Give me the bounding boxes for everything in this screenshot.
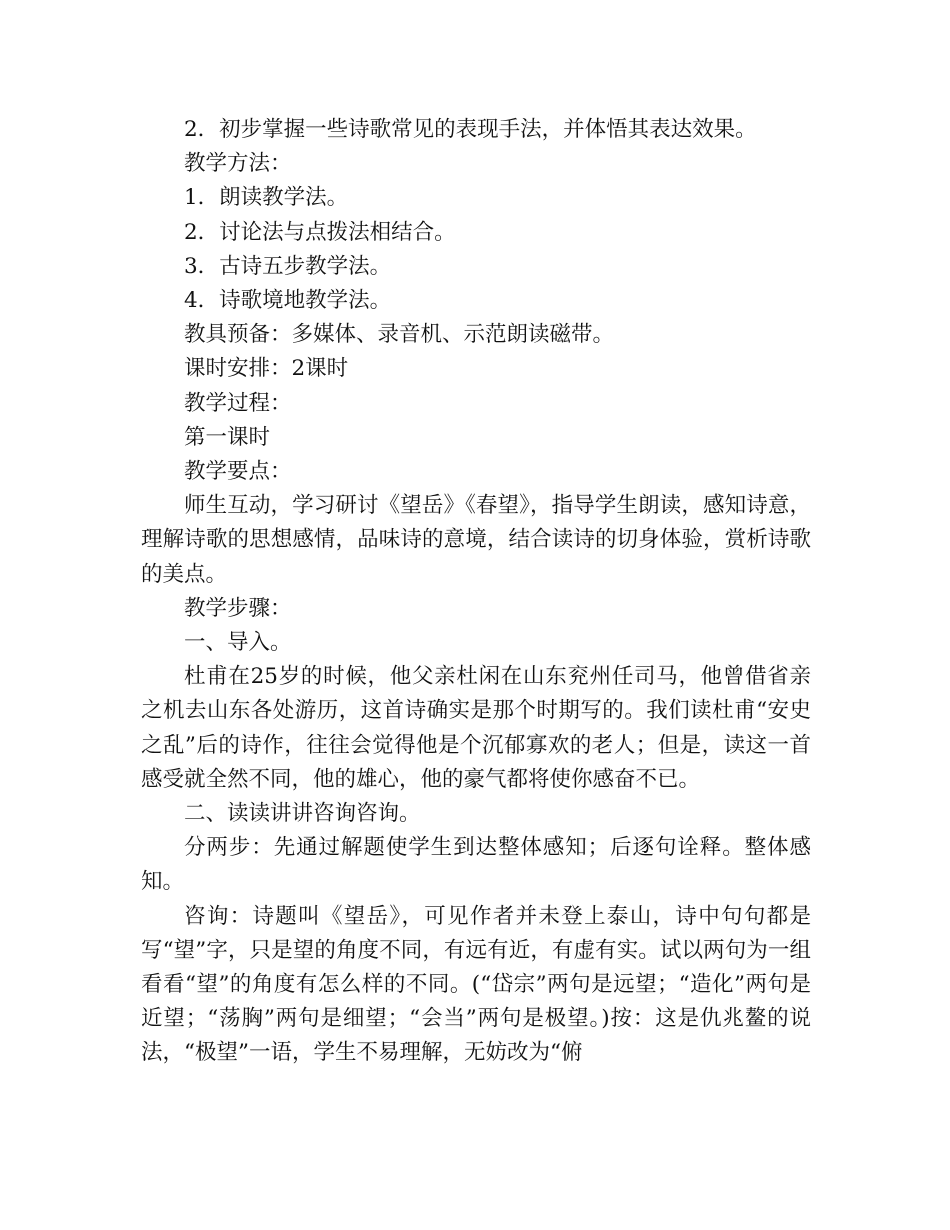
heading-teaching-points: 教学要点： (184, 459, 292, 485)
heading-first-lesson: 第一课时 (184, 424, 271, 450)
heading-teaching-steps: 教学步骤： (184, 595, 292, 621)
paragraph-class-hours: 课时安排：2课时 (184, 356, 349, 382)
heading-teaching-methods: 教学方法： (184, 151, 292, 177)
document-body (141, 113, 811, 1071)
heading-teaching-process: 教学过程： (184, 390, 292, 416)
paragraph-two-steps: 分两步：先通过解题使学生到达整体感知；后逐句诠释。整体感知。 (141, 835, 811, 895)
heading-introduction: 一、导入。 (184, 630, 292, 656)
paragraph-introduction: 杜甫在25岁的时候，他父亲杜闲在山东兖州任司马，他曾借省亲之机去山东各处游历，这首诗确实是那个时期写的。我们读杜甫“安史之乱”后的诗作，往往会觉得他是个沉郁寡欢的老人；但是，读这一首感受就全然不同，他的雄心，他的豪气都将使你感奋不已。 (141, 664, 811, 792)
paragraph-teaching-aids: 教具预备：多媒体、录音机、示范朗读磁带。 (184, 322, 615, 348)
heading-read-and-discuss: 二、读读讲讲咨询咨询。 (184, 801, 421, 827)
paragraph-teaching-points: 师生互动，学习研讨《望岳》《春望》，指导学生朗读，感知诗意，理解诗歌的思想感情，品味诗的意境，结合读诗的切身体验，赏析诗歌的美点。 (141, 493, 811, 587)
list-item-method-2: 2．讨论法与点拨法相结合。 (184, 219, 456, 245)
paragraph-objective-2: 2．初步掌握一些诗歌常见的表现手法，并体悟其表达效果。 (184, 117, 757, 142)
list-item-method-3: 3．古诗五步教学法。 (184, 253, 392, 279)
list-item-method-1: 1．朗读教学法。 (184, 185, 349, 211)
paragraph-question: 咨询：诗题叫《望岳》，可见作者并未登上泰山，诗中句句都是写“望”字，只是望的角度不同，有远有近，有虚有实。试以两句为一组看看“望”的角度有怎么样的不同。(“岱宗”两句是远望；“造化”两句是近望；“荡胸”两句是细望；“会当”两句是极望。)按：这是仇兆鳌的说法，“极望”一语，学生不易理解，无妨改为“俯 (141, 903, 811, 1066)
list-item-method-4: 4．诗歌境地教学法。 (184, 288, 392, 314)
